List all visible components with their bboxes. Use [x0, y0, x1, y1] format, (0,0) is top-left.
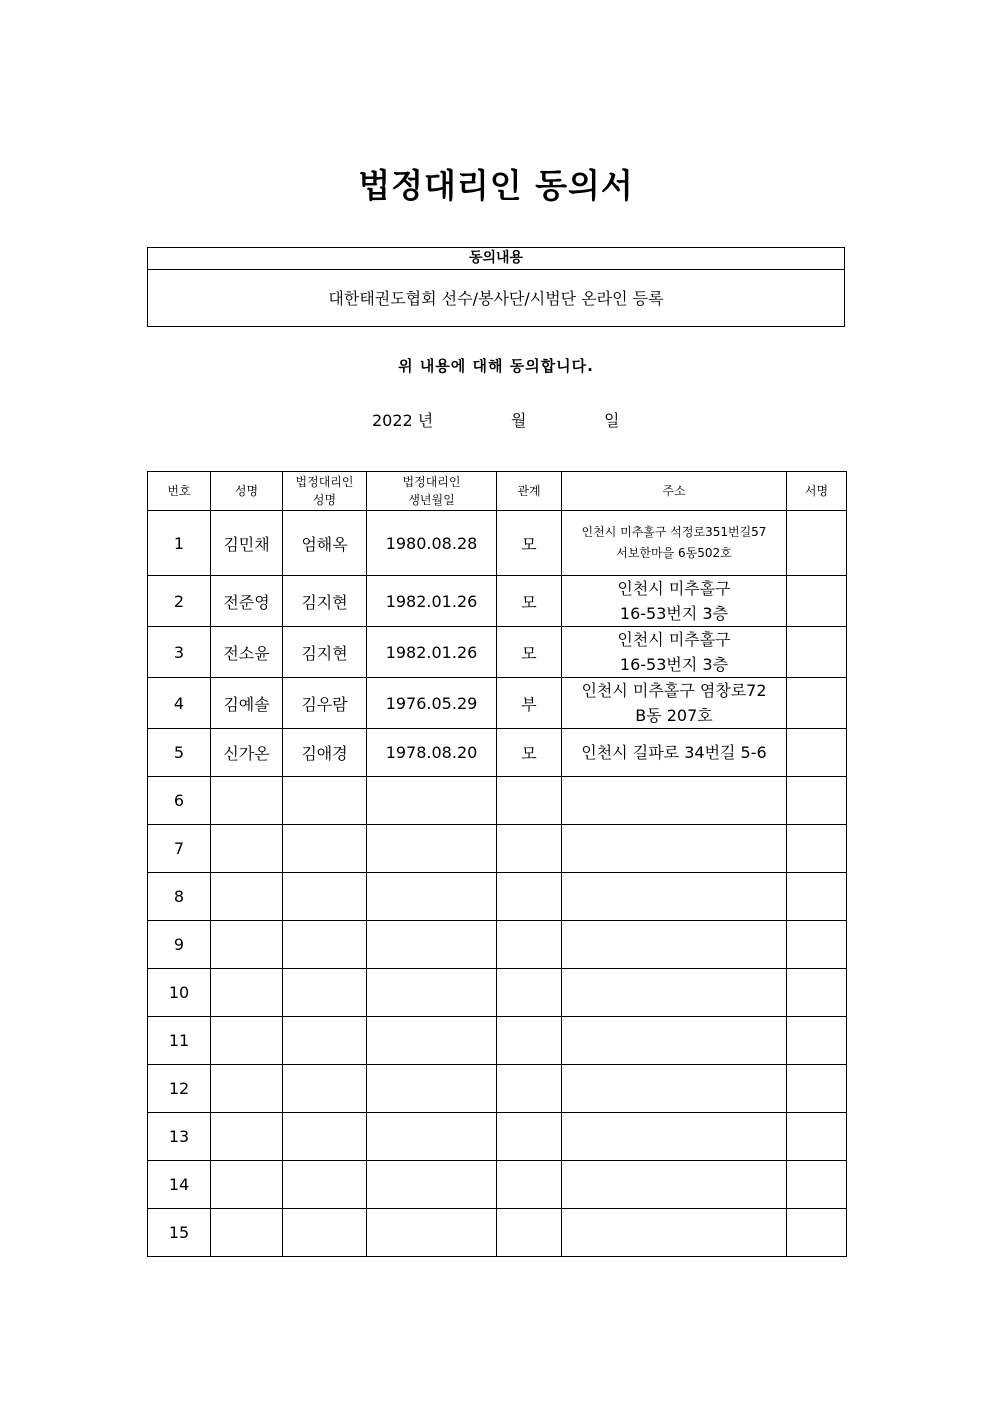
signature-cell — [787, 1017, 847, 1065]
table-row — [148, 1017, 847, 1065]
header-signature: 서명 — [787, 472, 847, 511]
signature-cell — [787, 1209, 847, 1257]
guardian-name — [283, 825, 367, 873]
student-name: 전준영 — [211, 576, 283, 627]
header-guardian-birth-line1: 법정대리인 — [402, 475, 461, 489]
student-name — [211, 873, 283, 921]
signature-cell — [787, 1161, 847, 1209]
table-row — [148, 627, 847, 678]
table-row — [148, 729, 847, 777]
student-name — [211, 825, 283, 873]
header-guardian-name-line2: 성명 — [312, 493, 337, 507]
signature-cell — [787, 1113, 847, 1161]
student-name: 전소윤 — [211, 627, 283, 678]
header-relation: 관계 — [497, 472, 562, 511]
row-number: 3 — [148, 627, 211, 678]
student-name: 김민채 — [211, 511, 283, 576]
guardian-birthdate: 1982.01.26 — [367, 627, 497, 678]
guardian-birthdate — [367, 921, 497, 969]
address — [562, 729, 787, 777]
address-line: 인천시 길파로 34번길 5-6 — [581, 743, 767, 762]
relation — [497, 873, 562, 921]
relation: 모 — [497, 627, 562, 678]
address-line: 인천시 미추홀구 — [617, 579, 731, 598]
signature-cell — [787, 921, 847, 969]
guardian-name — [283, 1113, 367, 1161]
signature-cell — [787, 873, 847, 921]
student-name — [211, 1113, 283, 1161]
address-line: 인천시 미추홀구 — [617, 630, 731, 649]
table-row — [148, 576, 847, 627]
guardian-birthdate: 1978.08.20 — [367, 729, 497, 777]
row-number: 12 — [148, 1065, 211, 1113]
address-line: 16-53번지 3층 — [619, 604, 729, 623]
signature-cell — [787, 729, 847, 777]
address — [562, 1017, 787, 1065]
agree-statement: 위 내용에 대해 동의합니다. — [398, 357, 594, 375]
address-line: B동 207호 — [635, 706, 713, 725]
address — [562, 921, 787, 969]
student-name — [211, 921, 283, 969]
table-row — [148, 1113, 847, 1161]
student-name — [211, 1161, 283, 1209]
student-name — [211, 969, 283, 1017]
relation: 부 — [497, 678, 562, 729]
relation — [497, 969, 562, 1017]
table-header-row — [148, 472, 847, 511]
row-number: 15 — [148, 1209, 211, 1257]
table-row — [148, 777, 847, 825]
row-number: 6 — [148, 777, 211, 825]
address — [562, 627, 787, 678]
row-number: 11 — [148, 1017, 211, 1065]
consent-box — [147, 247, 845, 327]
relation — [497, 1113, 562, 1161]
guardian-name — [283, 1209, 367, 1257]
address — [562, 1209, 787, 1257]
student-name — [211, 1017, 283, 1065]
address — [562, 825, 787, 873]
header-guardian-birth — [367, 472, 497, 511]
relation: 모 — [497, 576, 562, 627]
row-number: 14 — [148, 1161, 211, 1209]
signature-cell — [787, 777, 847, 825]
guardian-birthdate — [367, 873, 497, 921]
relation — [497, 777, 562, 825]
table-row — [148, 873, 847, 921]
guardian-birthdate — [367, 1017, 497, 1065]
signature-cell — [787, 1065, 847, 1113]
signature-cell — [787, 576, 847, 627]
signature-cell — [787, 511, 847, 576]
consent-body: 대한태권도협회 선수/봉사단/시범단 온라인 등록 — [328, 289, 664, 308]
date-year: 2022 년 — [372, 411, 434, 430]
address — [562, 969, 787, 1017]
relation — [497, 1209, 562, 1257]
row-number: 7 — [148, 825, 211, 873]
relation: 모 — [497, 729, 562, 777]
guardian-birthdate — [367, 1161, 497, 1209]
header-guardian-name — [283, 472, 367, 511]
table-row — [148, 1065, 847, 1113]
address-line: 서보한마을 6동502호 — [616, 546, 732, 560]
address — [562, 511, 787, 576]
row-number: 2 — [148, 576, 211, 627]
guardian-birthdate — [367, 825, 497, 873]
guardian-birthdate — [367, 1065, 497, 1113]
signature-cell — [787, 678, 847, 729]
header-no: 번호 — [148, 472, 211, 511]
guardian-name — [283, 873, 367, 921]
row-number: 4 — [148, 678, 211, 729]
row-number: 13 — [148, 1113, 211, 1161]
guardian-birthdate — [367, 1113, 497, 1161]
guardian-birthdate — [367, 777, 497, 825]
date-month: 월 — [511, 411, 527, 430]
address-line: 16-53번지 3층 — [619, 655, 729, 674]
guardian-birthdate: 1980.08.28 — [367, 511, 497, 576]
relation — [497, 1017, 562, 1065]
guardian-name — [283, 1017, 367, 1065]
guardian-birthdate — [367, 969, 497, 1017]
signature-cell — [787, 627, 847, 678]
consent-header: 동의내용 — [148, 248, 844, 270]
address — [562, 576, 787, 627]
relation — [497, 1161, 562, 1209]
table-row — [148, 825, 847, 873]
header-guardian-birth-line2: 생년월일 — [408, 493, 455, 507]
address — [562, 1065, 787, 1113]
header-guardian-name-line1: 법정대리인 — [295, 475, 354, 489]
student-name — [211, 777, 283, 825]
guardian-name — [283, 921, 367, 969]
row-number: 10 — [148, 969, 211, 1017]
relation — [497, 825, 562, 873]
guardian-roster-table — [147, 471, 847, 1257]
table-row — [148, 1161, 847, 1209]
document-title: 법정대리인 동의서 — [358, 166, 634, 205]
address — [562, 1161, 787, 1209]
guardian-name: 김지현 — [283, 576, 367, 627]
table-row — [148, 1209, 847, 1257]
row-number: 8 — [148, 873, 211, 921]
guardian-name: 김우람 — [283, 678, 367, 729]
address-line: 인천시 미추홀구 석정로351번길57 — [581, 525, 767, 539]
header-name: 성명 — [211, 472, 283, 511]
table-row — [148, 511, 847, 576]
relation: 모 — [497, 511, 562, 576]
signature-cell — [787, 969, 847, 1017]
row-number: 9 — [148, 921, 211, 969]
guardian-name: 김지현 — [283, 627, 367, 678]
guardian-name — [283, 777, 367, 825]
guardian-birthdate: 1976.05.29 — [367, 678, 497, 729]
relation — [497, 921, 562, 969]
table-row — [148, 921, 847, 969]
address-line: 인천시 미추홀구 염창로72 — [581, 681, 767, 700]
address — [562, 873, 787, 921]
header-address: 주소 — [562, 472, 787, 511]
table-row — [148, 969, 847, 1017]
guardian-name: 김애경 — [283, 729, 367, 777]
guardian-name: 엄해옥 — [283, 511, 367, 576]
student-name — [211, 1209, 283, 1257]
row-number: 5 — [148, 729, 211, 777]
table-row — [148, 678, 847, 729]
guardian-birthdate: 1982.01.26 — [367, 576, 497, 627]
address — [562, 777, 787, 825]
guardian-name — [283, 969, 367, 1017]
guardian-name — [283, 1065, 367, 1113]
address — [562, 678, 787, 729]
student-name: 김예솔 — [211, 678, 283, 729]
guardian-name — [283, 1161, 367, 1209]
signature-cell — [787, 825, 847, 873]
date-day: 일 — [604, 411, 620, 430]
row-number: 1 — [148, 511, 211, 576]
student-name: 신가온 — [211, 729, 283, 777]
student-name — [211, 1065, 283, 1113]
address — [562, 1113, 787, 1161]
guardian-birthdate — [367, 1209, 497, 1257]
relation — [497, 1065, 562, 1113]
